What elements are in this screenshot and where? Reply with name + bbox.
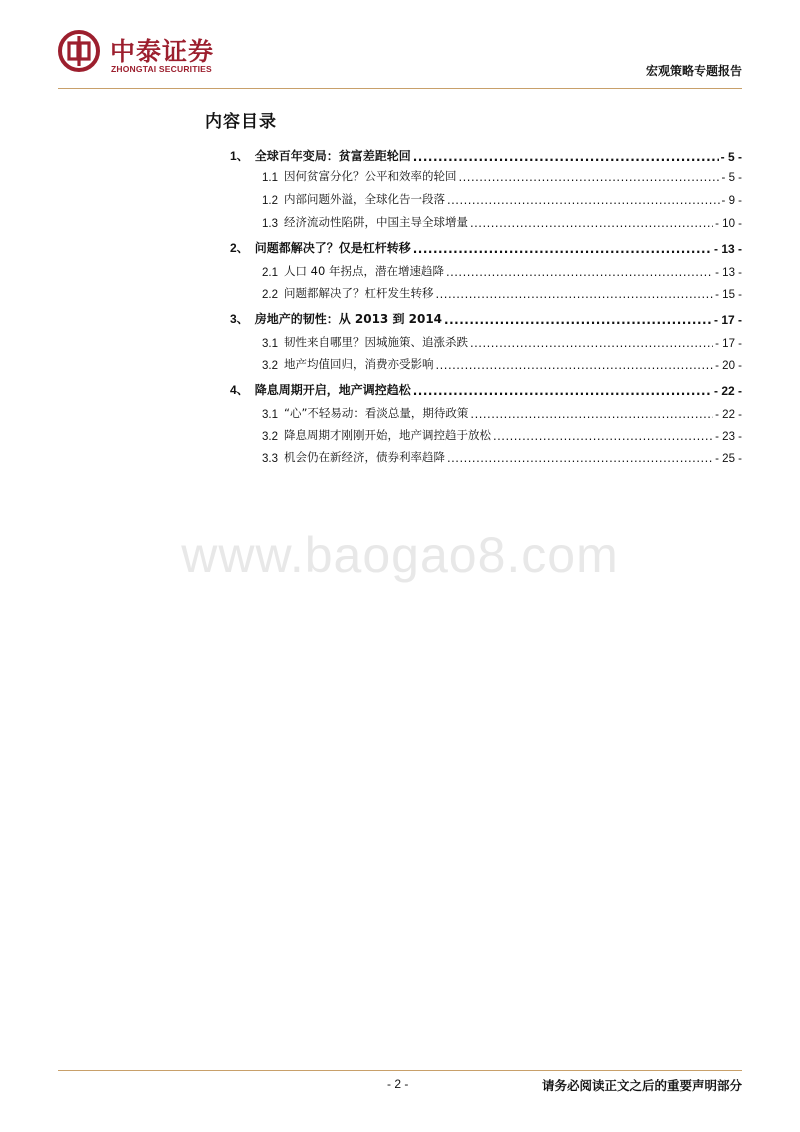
toc-entry-number: 3.2 bbox=[262, 431, 278, 443]
toc-entry-number: 3.2 bbox=[262, 360, 278, 372]
toc-section-link[interactable] bbox=[230, 447, 742, 465]
page-number: - 2 - bbox=[387, 1077, 409, 1091]
toc-section-link[interactable] bbox=[230, 332, 742, 350]
toc-entry-page: - 17 - bbox=[715, 338, 742, 350]
toc-entry-page: - 13 - bbox=[713, 242, 742, 256]
toc-entry-title: 内部问题外溢，全球化告一段落 bbox=[284, 192, 445, 206]
toc-chapter-link[interactable] bbox=[230, 238, 742, 256]
toc-section-link[interactable] bbox=[230, 212, 742, 230]
toc-section-link[interactable] bbox=[230, 261, 742, 279]
toc-entry-number: 1.3 bbox=[262, 218, 278, 230]
toc-entry-title: 全球百年变局：贫富差距轮回 bbox=[254, 149, 411, 163]
toc-entry-title: 经济流动性陷阱，中国主导全球增量 bbox=[284, 215, 468, 229]
toc-chapter-link[interactable] bbox=[230, 309, 742, 327]
toc-dot-leader bbox=[436, 358, 714, 372]
toc-entry-page: - 22 - bbox=[713, 384, 742, 398]
toc-entry-number: 3.1 bbox=[262, 409, 278, 421]
toc-dot-leader bbox=[436, 287, 714, 301]
zhongtai-logo-icon bbox=[58, 30, 100, 72]
toc-section-link[interactable] bbox=[230, 425, 742, 443]
footer-divider bbox=[58, 1070, 742, 1071]
toc-dot-leader bbox=[413, 150, 719, 164]
toc-entry-number: 1.1 bbox=[262, 172, 278, 184]
toc-title: 内容目录 bbox=[205, 112, 277, 132]
toc-entry-title: 问题都解决了？杠杆发生转移 bbox=[284, 286, 434, 300]
toc-entry-title: 问题都解决了？仅是杠杆转移 bbox=[254, 241, 411, 255]
logo-chinese-name: 中泰证券 bbox=[110, 37, 215, 66]
disclaimer-note: 请务必阅读正文之后的重要声明部分 bbox=[541, 1078, 742, 1093]
toc-dot-leader bbox=[470, 216, 713, 230]
toc-entry-page: - 25 - bbox=[715, 453, 742, 465]
toc-section-link[interactable] bbox=[230, 189, 742, 207]
toc-entry-page: - 15 - bbox=[715, 289, 742, 301]
toc-section-link[interactable] bbox=[230, 283, 742, 301]
toc-entry-number: 4、 bbox=[230, 383, 249, 397]
toc-dot-leader bbox=[447, 451, 713, 465]
toc-entry-title: 地产均值回归，消费亦受影响 bbox=[284, 357, 434, 371]
toc-dot-leader bbox=[447, 193, 720, 207]
toc-entry-title: “心”不轻易动：看淡总量，期待政策 bbox=[284, 406, 469, 420]
toc-section-link[interactable] bbox=[230, 403, 742, 421]
toc-entry-title: 降息周期开启，地产调控趋松 bbox=[254, 383, 411, 397]
toc-entry-page: - 23 - bbox=[715, 431, 742, 443]
toc-dot-leader bbox=[413, 384, 712, 398]
toc-entry-number: 3、 bbox=[230, 312, 249, 326]
toc-entry-title: 因何贫富分化？公平和效率的轮回 bbox=[284, 169, 457, 183]
watermark: www.baogao8.com bbox=[181, 527, 619, 583]
toc-entry-page: - 20 - bbox=[715, 360, 742, 372]
toc-entry-number: 2.1 bbox=[262, 267, 278, 279]
toc-entry-number: 3.1 bbox=[262, 338, 278, 350]
toc-entry-title: 降息周期才刚刚开始，地产调控趋于放松 bbox=[284, 428, 491, 442]
toc-entry-page: - 13 - bbox=[715, 267, 742, 279]
toc-entry-page: - 5 - bbox=[720, 150, 742, 164]
toc-dot-leader bbox=[493, 429, 713, 443]
toc-dot-leader bbox=[459, 170, 720, 184]
toc-dot-leader bbox=[470, 336, 713, 350]
header-divider bbox=[58, 88, 742, 89]
toc-entry-number: 1.2 bbox=[262, 195, 278, 207]
toc-entry-page: - 10 - bbox=[715, 218, 742, 230]
toc-entry-page: - 9 - bbox=[721, 195, 742, 207]
toc-entry-number: 3.3 bbox=[262, 453, 278, 465]
toc-section-link[interactable] bbox=[230, 354, 742, 372]
toc-entry-title: 人口 40 年拐点，潜在增速趋降 bbox=[284, 264, 444, 278]
toc-entry-number: 2.2 bbox=[262, 289, 278, 301]
toc-dot-leader bbox=[470, 407, 713, 421]
report-type-label: 宏观策略专题报告 bbox=[645, 64, 742, 78]
logo-english-name: ZHONGTAI SECURITIES bbox=[111, 64, 212, 74]
page-header bbox=[0, 0, 800, 92]
toc-entry-number: 2、 bbox=[230, 241, 249, 255]
company-logo bbox=[58, 30, 248, 78]
toc-dot-leader bbox=[446, 265, 713, 279]
toc-entry-title: 韧性来自哪里？因城施策、追涨杀跌 bbox=[284, 335, 468, 349]
toc-chapter-link[interactable] bbox=[230, 146, 742, 164]
toc-entry-page: - 22 - bbox=[715, 409, 742, 421]
toc-section-link[interactable] bbox=[230, 166, 742, 184]
toc-entry-page: - 17 - bbox=[713, 313, 742, 327]
toc-entry-number: 1、 bbox=[230, 149, 249, 163]
toc-entry-title: 机会仍在新经济，债券利率趋降 bbox=[284, 450, 445, 464]
toc-dot-leader bbox=[413, 242, 712, 256]
toc-entry-page: - 5 - bbox=[721, 172, 742, 184]
toc-chapter-link[interactable] bbox=[230, 380, 742, 398]
toc-dot-leader bbox=[444, 313, 712, 327]
toc-entry-title: 房地产的韧性：从 2013 到 2014 bbox=[254, 312, 443, 326]
